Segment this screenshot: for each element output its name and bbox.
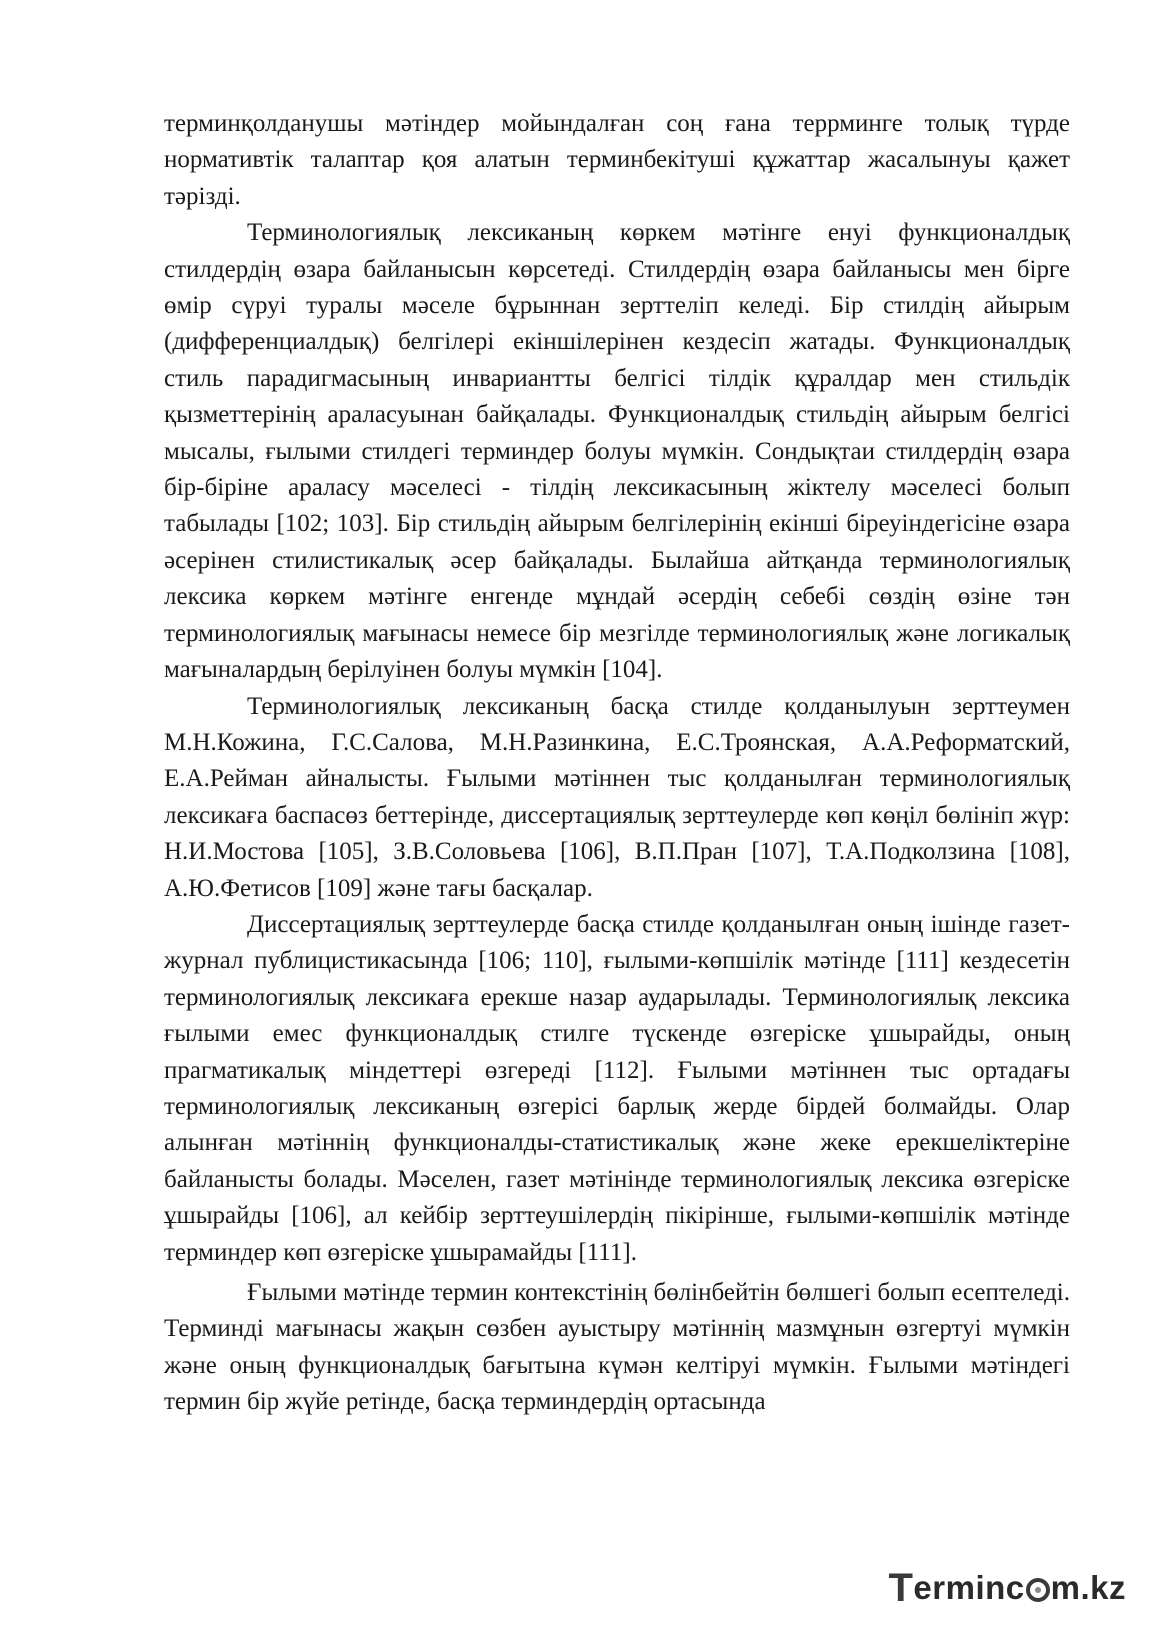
- document-body: [164, 106, 1070, 1421]
- paragraph: Терминологиялық лексиканың көркем мәтінге енуі функционалдық стилдердің өзара байланысын көрсетеді. Стилдердің өзара байланысы мен бірге өмір сүруі туралы мәселе бұрыннан зерттеліп келеді. Бір стилдің айырым (дифференциалдық) белгілері екіншілерінен кездесіп жатады. Функционалдық стиль парадигмасының инвариантты белгісі тілдік құралдар мен стильдік қызметтерінің араласуынан байқалады. Функционалдық стильдің айырым белгісі мысалы, ғылыми стилдегі терминдер болуы мүмкін. Сондықтаи стилдердің өзара бір-біріне араласу мәселесі - тілдің лексикасының жіктелу мәселесі болып табылады [102; 103]. Бір стильдің айырым белгілерінің екінші біреуіндегісіне өзара әсерінен стилистикалық әсер байқалады. Былайша айтқанда терминологиялық лексика көркем мәтінге енгенде мұндай әсердің себебі сөздің өзіне тән терминологиялық мағынасы немесе бір мезгілде терминологиялық және логикалық мағыналардың берілуінен болуы мүмкін [104].: [164, 219, 1070, 684]
- paragraph: Терминологиялық лексиканың басқа стилде қолданылуын зерттеумен М.Н.Кожина, Г.С.Салова, М.Н.Разинкина, Е.С.Троянская, А.А.Реформатский, Е.А.Рейман айналысты. Ғылыми мәтіннен тыс қолданылған терминологиялық лексикаға баспасөз беттерінде, диссертациялық зерттеулерде көп көңіл бөлініп жүр: Н.И.Мостова [105], З.В.Соловьева [106], В.П.Пран [107], Т.А.Подколзина [108], А.Ю.Фетисов [109] және тағы басқалар.: [164, 692, 1070, 902]
- paragraph: Ғылыми мәтінде термин контекстінің бөлінбейтін бөлшегі болып есептеледі. Терминді мағынасы жақын сөзбен ауыстыру мәтіннің мазмұнын өзгертуі мүмкін және оның функционалдық бағытына күмән келтіруі мүмкін. Ғылыми мәтіндегі термин бір жүйе ретінде, басқа терминдердің ортасында: [164, 1279, 1070, 1416]
- logo-text-end: m.kz: [1050, 1569, 1126, 1606]
- paragraph-continuation: терминқолданушы мәтіндер мойындалған соң ғана террминге толық түрде нормативтік талаптар қоя алатын терминбекітуші құжаттар жасалынуы қажет тәрізді.: [164, 110, 1070, 210]
- logo-t-glyph: T: [888, 1565, 914, 1610]
- logo-o-icon: [1026, 1578, 1050, 1602]
- termincom-watermark-logo: [888, 1561, 1126, 1615]
- paragraph: Диссертациялық зерттеулерде басқа стилде қолданылған оның ішінде газет-журнал публицистикасында [106; 110], ғылыми-көпшілік мәтінде [111] кездесетін терминологиялық лексикаға ерекше назар аударылады. Терминологиялық лексика ғылыми емес функционалдық стилге түскенде өзгеріске ұшырайды, оның прагматикалық міндеттері өзгереді [112]. Ғылыми мәтіннен тыс ортадағы терминологиялық лексиканың өзгерісі барлық жерде бірдей болмайды. Олар алынған мәтіннің функционалды-статистикалық және жеке ерекшеліктеріне байланысты болады. Мәселен, газет мәтінінде терминологиялық лексика өзгеріске ұшырайды [106], ал кейбір зерттеушілердің пікірінше, ғылыми-көпшілік мәтінде терминдер көп өзгеріске ұшырамайды [111].: [164, 910, 1070, 1266]
- logo-text-mid: erminc: [913, 1569, 1025, 1606]
